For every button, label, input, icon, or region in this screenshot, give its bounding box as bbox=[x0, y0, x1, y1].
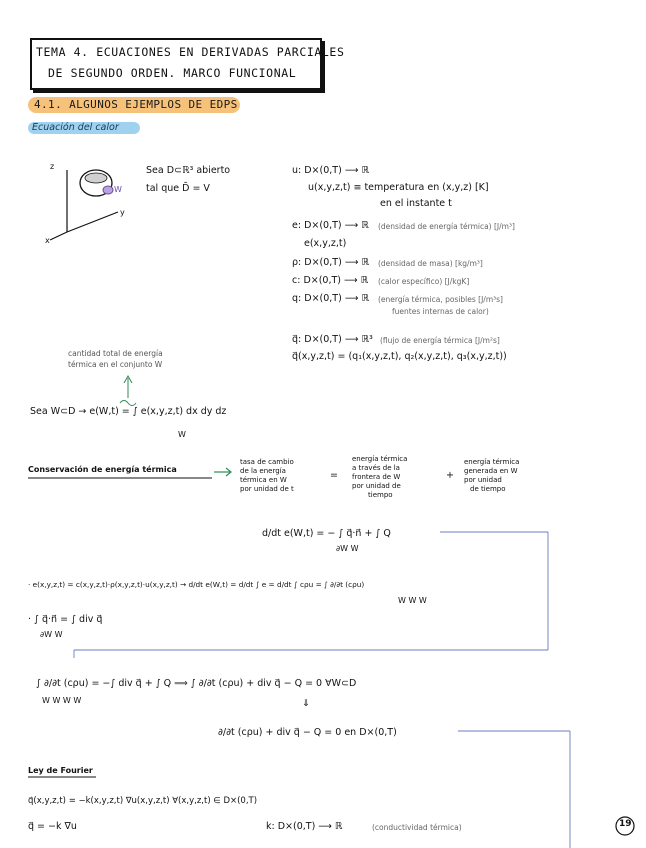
cons-box-2-l3: frontera de W bbox=[352, 473, 401, 481]
cons-eq-sign: = bbox=[330, 470, 338, 481]
w-label: W bbox=[114, 185, 122, 194]
cons-box-3-l1: energía térmica bbox=[464, 458, 520, 466]
equation-1: d/dt e(W,t) = − ∫ q⃗·n⃗ + ∫ Q bbox=[262, 528, 391, 539]
equation-3-sub: ∂W W bbox=[40, 630, 63, 639]
annot-tilde bbox=[120, 401, 136, 406]
domain-talque: tal que D̄ = V bbox=[146, 183, 210, 194]
def-e-note: (densidad de energía térmica) [J/m³] bbox=[378, 222, 515, 231]
equation-3: · ∫ q⃗·n⃗ = ∫ div q⃗ bbox=[28, 614, 103, 625]
fourier-k-def: k: D×(0,T) ⟶ ℝ bbox=[266, 821, 343, 832]
y-axis-line bbox=[67, 212, 118, 232]
annot-line-1: cantidad total de energía bbox=[68, 349, 163, 358]
def-rho-note: (densidad de masa) [kg/m³] bbox=[378, 259, 483, 268]
def-e-args: e(x,y,z,t) bbox=[304, 238, 347, 249]
cons-box-3 bbox=[464, 458, 519, 494]
def-c-map: c: D×(0,T) ⟶ ℝ bbox=[292, 275, 369, 286]
cons-box-2-l5: tiempo bbox=[368, 491, 393, 499]
equation-2: · e(x,y,z,t) = c(x,y,z,t)·ρ(x,y,z,t)·u(x,y,z,t) → d/dt e(W,t) = d/dt ∫ e = d/dt ∫ cρu = ∫ ∂/∂t (cρu) bbox=[28, 580, 365, 589]
cons-plus-sign: + bbox=[446, 470, 454, 481]
def-e-map: e: D×(0,T) ⟶ ℝ bbox=[292, 220, 369, 231]
fourier-eq-2: q⃗ = −k ∇u bbox=[28, 821, 77, 832]
axis-x-label: x bbox=[45, 236, 50, 245]
title-line-1: TEMA 4. ECUACIONES EN DERIVADAS PARCIALES bbox=[36, 45, 345, 59]
page-number: 19 bbox=[619, 819, 632, 829]
w-subset bbox=[103, 186, 113, 194]
annot-line-2: térmica en el conjunto W bbox=[68, 360, 163, 369]
equation-5: ∂/∂t (cρu) + div q⃗ − Q = 0 en D×(0,T) bbox=[218, 727, 397, 738]
cons-box-3-l4: de tiempo bbox=[470, 485, 506, 493]
domain-shade bbox=[85, 173, 107, 183]
annot-arrow bbox=[124, 376, 132, 398]
equation-2-sub: W W W bbox=[398, 596, 427, 605]
def-q-note: (energía térmica, posibles [J/m³s] bbox=[378, 295, 503, 304]
fourier-eq-1: q⃗(x,y,z,t) = −k(x,y,z,t) ∇u(x,y,z,t) ∀(x,y,z,t) ∈ D×(0,T) bbox=[28, 796, 258, 806]
cons-box-2-l4: por unidad de bbox=[352, 482, 401, 490]
cons-box-1 bbox=[240, 458, 320, 494]
section-title: 4.1. ALGUNOS EJEMPLOS DE EDPS bbox=[34, 98, 238, 111]
def-u-map: u: D×(0,T) ⟶ ℝ bbox=[292, 165, 369, 176]
fourier-label: Ley de Fourier bbox=[28, 766, 93, 775]
cons-box-2-l1: energía térmica bbox=[352, 455, 408, 463]
def-u-instant: en el instante t bbox=[380, 198, 452, 209]
title-line-2: DE SEGUNDO ORDEN. MARCO FUNCIONAL bbox=[48, 66, 297, 80]
cons-box-1-l3: térmica en W bbox=[240, 476, 287, 484]
def-flux-components: q⃗(x,y,z,t) = (q₁(x,y,z,t), q₂(x,y,z,t), q₃(x,y,z,t)) bbox=[292, 351, 507, 362]
sea-w-sub: W bbox=[178, 430, 186, 439]
cons-box-3-l3: por unidad bbox=[464, 476, 502, 484]
cons-box-1-l1: tasa de cambio bbox=[240, 458, 294, 466]
fourier-k-note: (conductividad térmica) bbox=[372, 823, 462, 832]
conservation-label: Conservación de energía térmica bbox=[28, 465, 177, 474]
axis-z-label: z bbox=[50, 162, 55, 171]
domain-sea: Sea D⊂ℝ³ abierto bbox=[146, 165, 231, 176]
axis-y-label: y bbox=[120, 208, 125, 217]
cons-box-1-l4: por unidad de t bbox=[240, 485, 294, 493]
sea-w-equation: Sea W⊂D → e(W,t) = ∫ e(x,y,z,t) dx dy dz bbox=[30, 406, 227, 417]
def-q-map: q: D×(0,T) ⟶ ℝ bbox=[292, 293, 369, 304]
def-flux-note: (flujo de energía térmica [J/m²s] bbox=[380, 336, 500, 345]
cons-box-1-l2: de la energía bbox=[240, 467, 286, 475]
def-u-meaning: u(x,y,z,t) ≡ temperatura en (x,y,z) [K] bbox=[308, 182, 489, 193]
def-rho-map: ρ: D×(0,T) ⟶ ℝ bbox=[292, 257, 369, 268]
equation-1-sub: ∂W W bbox=[336, 544, 359, 553]
equation-4: ∫ ∂/∂t (cρu) = −∫ div q⃗ + ∫ Q ⟹ ∫ ∂/∂t (cρu) + div q⃗ − Q = 0 ∀W⊂D bbox=[36, 678, 357, 689]
def-c-note: (calor específico) [J/kgK] bbox=[378, 277, 470, 286]
equation-4-sub: W W W W bbox=[42, 696, 82, 705]
implies-arrow: ⇓ bbox=[302, 698, 310, 709]
cons-box-2 bbox=[352, 455, 407, 500]
cons-box-3-l2: generada en W bbox=[464, 467, 518, 475]
cons-box-2-l2: a través de la bbox=[352, 464, 400, 472]
def-flux-map: q⃗: D×(0,T) ⟶ ℝ³ bbox=[292, 334, 373, 345]
section-subtitle: Ecuación del calor bbox=[32, 122, 119, 133]
x-axis-line bbox=[50, 232, 67, 240]
def-q-note2: fuentes internas de calor) bbox=[392, 307, 489, 316]
